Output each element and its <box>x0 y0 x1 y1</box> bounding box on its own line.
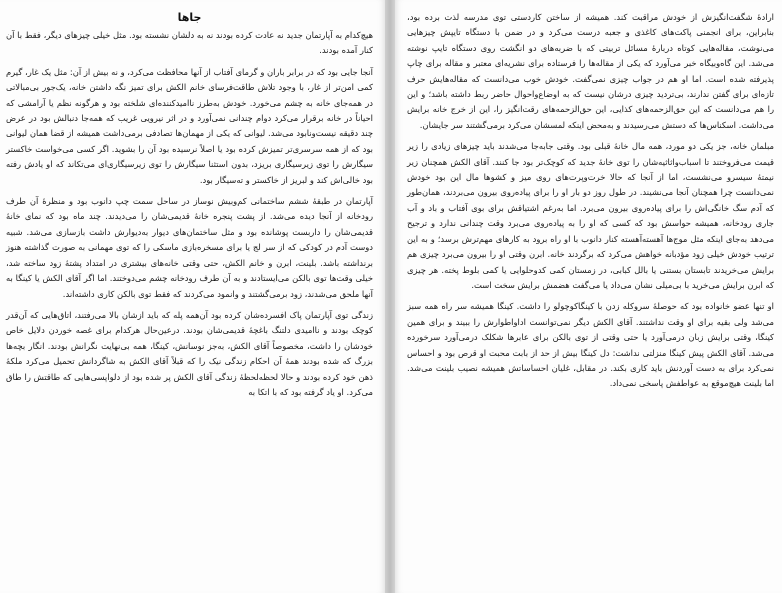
left-paragraph-3: آپارتمان در طبقهٔ ششم ساختمانی کم‌وبیش نوساز در ساحل سمت چپ دانوب بود و منظرهٔ آن طرف رودخانه از آنجا دیده می‌شد. از پشت پنجره خانهٔ قدیمی‌شان را می‌دیدند. چند ماه بود که نمای خانهٔ قدیمی‌شان را داربست پوشانده بود و مثل ساختمان‌های دیوار به‌دیوارش داشت بازسازی می‌شد. شبیه دوست آدم در کودکی که از سر لج یا برای مسخره‌بازی ماسکی را که توی مهمانی به صورت گذاشته هنوز برنداشته باشد. بلینت، ابرن و خانم الکش، حتی وقتی خانه‌های بیشتری در امتداد پشتهٔ زود ساخته شد، خیلی وقت‌ها توی بالکن می‌ایستادند و به آن طرف رودخانه چشم می‌دوختند. اما اگر آقای الکش یا کینگا به آنها ملحق می‌شدند، زود برمی‌گشتند و وانمود می‌کردند که فقط توی بالکن کاری داشته‌اند. <box>6 196 373 299</box>
left-paragraph-1: هیچ‌کدام به آپارتمان جدید نه عادت کرده بودند نه به دلشان نشسته بود. مثل خیلی چیزهای دیگر، فقط با آن کنار آمده بودند. <box>6 30 373 56</box>
right-page <box>395 0 782 593</box>
book-gutter <box>385 0 395 593</box>
right-paragraph-1: ارادهٔ شگفت‌انگیزش از خودش مراقبت کند. همیشه از ساختن کاردستی توی مدرسه لذت برده بود، بنابراین، برای انجمنی پاکت‌های کاغذی و جعبه درست می‌کرد و در ضمن با دستگاه تایپش چیزهایی می‌نوشت، مقاله‌هایی کوتاه دربارهٔ مسائل تربیتی که با ضربه‌های دو انگشت روی دستگاه تایپ نوشته می‌شد. این گاه‌وبیگاه خبر می‌آورد که یکی از مقاله‌ها را فرستاده برای نشریه‌ای معتبر و مقاله برای چاپ پذیرفته شده است. اما او هم در جواب چیزی نمی‌گفت. خودش خوب می‌دانست که مقاله‌هایش حرف تازه‌ای برای گفتن ندارند، بی‌تردید چیزی درشان نیست که به اوضاع‌واحوال حاضر ربط داشته باشد؛ و این را هم می‌دانست که این حق‌الزحمه‌های کذایی، این حق‌الزحمه‌های رقت‌انگیز را، این از خرج خانه برایش می‌داشت. اسکناس‌ها که دستش می‌رسیدند و به‌محض اینکه لمسشان می‌کرد برمی‌گشتند سر جایشان. <box>407 12 774 130</box>
left-paragraph-4: زندگی توی آپارتمان پاک افسرده‌شان کرده بود آن‌همه پله که باید ازشان بالا می‌رفتند، اتاق‌هایی که آن‌قدر کوچک بودند و ناامیدی دلتنگ باغچهٔ قدیمی‌شان بودند. درعین‌حال هرکدام برای غصه خوردن دلایل خاص خودشان را داشت، مخصوصاً آقای الکش، به‌جز نوسانش، کینگا، همه بی‌نهایت نگرانش بودند. انگار بچه‌ها بزرگ که شده بودند همهٔ آن احکام زندگی نیک را که قبلاً آقای الکش به شاگردانش تحمیل می‌کرد ملکهٔ ذهن خود کرده بودند و حالا لحظه‌لحظهٔ زندگی آقای الکش پر شده بود از دلواپسی‌هایی که طاقتش را طاق می‌کرد. او یاد گرفته بود که با اتکا به <box>6 309 373 397</box>
left-page <box>0 0 385 593</box>
left-paragraph-2: آنجا جایی بود که در برابر باران و گرمای آفتاب از آنها محافظت می‌کرد، و نه بیش از آن: مثل یک غار، گیرم کمی امن‌تر از غار، با وجود تلاش طاقت‌فرسای خانم الکش برای تمیز نگه داشتن خانه، یک‌جور بی‌مبالاتی در همه‌جای خانه به چشم می‌خورد. خودش به‌طرز ناامیدکننده‌ای شلخته بود و هرگونه نظم یا آرامشی که احیاناً در خانه برقرار می‌کرد دوام چندانی نمی‌آورد و در اثر نیرویی غریب که همه‌جا دنبالش بود در عرض چند دقیقه نیست‌ونابود می‌شد. لیوانی که یکی از مهمان‌ها تصادفی برمی‌داشت همیشه از قضا همان لیوانی بود که از همه سرسری‌تر تمیزش کرده بود یا اصلاً نرسیده بود آن را بشوید. اگر کسی می‌خواست خاکستر سیگارش را توی زیرسیگاری بریزد، بدون استثنا سیگارش را توی زیرسیگاری‌ای می‌تکاند که او یادش رفته بود خالی‌اش کند و لبریز از خاکستر و ته‌سیگار بود. <box>6 66 373 185</box>
chapter-title: جاها <box>177 11 202 24</box>
right-paragraph-3: او تنها عضو خانواده بود که حوصلهٔ سروکله زدن با کینگاکوچولو را داشت. کینگا همیشه سر راه همه سبز می‌شد ولی بقیه برای او وقت نداشتند. آقای الکش دیگر نمی‌توانست اداواطوارش را ببیند و برای همین کینگا، وقتی برایش زبان درمی‌آورد یا حتی وقتی از توی بالکن برای عابرها شکلک درمی‌آورد سرخورده می‌شد. آقای الکش پیش کینگا منزلتی نداشت: دل کینگا بیش از حد از بابت محبت او قرص بود و احساس نمی‌کرد برای به دست آوردنش باید کاری بکند. در مقابل، غلیان احساساتش همیشه نصیب بلینت می‌شد. اما بلینت هیچ‌موقع به عواطفش پاسخی نمی‌داد. <box>407 301 774 389</box>
right-paragraph-2: مبلمان خانه، جز یکی دو مورد، همه مال خانهٔ قبلی بود. وقتی جابه‌جا می‌شدند باید چیزهای زیادی را زیر قیمت می‌فروختند تا اسباب‌واثاثیه‌شان را توی خانهٔ جدید که کوچک‌تر بود جا کنند. آقای الکش همچنان زیر نیمتهٔ سیسرو می‌نشست، اما از آنجا که حالا خرت‌وپرت‌های روی میز و کشوها مال این بود خودش نمی‌دانست چرا همچنان آنجا می‌نشیند. در طول روز دو بار او را برای پیاده‌روی بیرون می‌بردند، همان‌طور که آدم سگ خانگی‌اش را برای پیاده‌روی بیرون می‌برد. اما به‌رغم اشتیاقش برای بوی آفتاب و باد و آب جاری رودخانه، همیشه حواسش بود که کسی که او را به پیاده‌روی می‌برد وقت چندانی ندارد و ترجیح می‌دهد به‌جای اینکه مثل موج‌ها آهسته‌آهسته کنار دانوب با او راه برود به کارهای مهم‌ترش برسد؛ و به این ترتیب خودش خیلی زود مؤدبانه خواهش می‌کرد که برگردند خانه. ابرن وقتی او را بیرون می‌برد چیزی هم برایش می‌خریدند تابستان بستنی یا بالل کبابی، در زمستان کمی کدوحلوایی یا کمی بلوط پخته. هر چیزی که ابرن برایش می‌خرید با بی‌میلی نشان می‌داد یا می‌گفت هضمش برایش سخت است. <box>407 141 774 290</box>
